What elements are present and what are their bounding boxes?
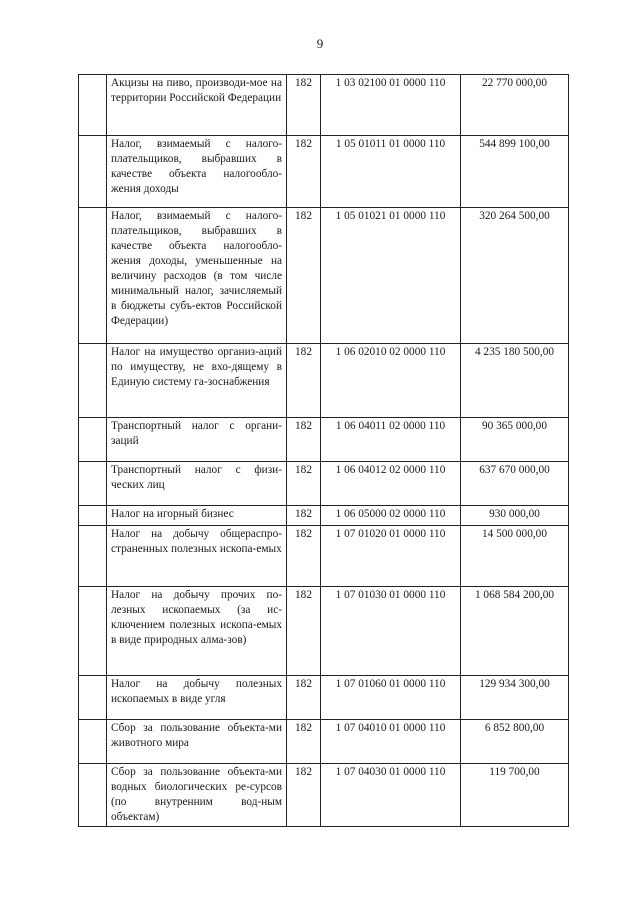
table-row <box>79 75 569 136</box>
row-number-cell <box>79 526 107 587</box>
revenue-name-cell: Налог, взимаемый с налого-плательщиков, выбравших в качестве объекта налогообло-жения доходы <box>107 136 287 208</box>
amount-cell: 4 235 180 500,00 <box>461 344 569 418</box>
amount-cell: 119 700,00 <box>461 764 569 827</box>
amount-cell: 14 500 000,00 <box>461 526 569 587</box>
administrator-code-cell: 182 <box>287 526 321 587</box>
amount-cell: 1 068 584 200,00 <box>461 587 569 676</box>
amount-cell: 90 365 000,00 <box>461 418 569 462</box>
revenue-name-cell: Налог на игорный бизнес <box>107 506 287 526</box>
administrator-code-cell: 182 <box>287 344 321 418</box>
table-row <box>79 720 569 764</box>
row-number-cell <box>79 764 107 827</box>
table-row <box>79 764 569 827</box>
amount-cell: 544 899 100,00 <box>461 136 569 208</box>
row-number-cell <box>79 208 107 344</box>
administrator-code-cell: 182 <box>287 764 321 827</box>
table-row <box>79 676 569 720</box>
revenue-name-cell: Сбор за пользование объекта-ми водных биологических ре-сурсов (по внутренним вод-ным объектам) <box>107 764 287 827</box>
table-row <box>79 136 569 208</box>
table-row <box>79 208 569 344</box>
row-number-cell <box>79 720 107 764</box>
table-row <box>79 462 569 506</box>
budget-classification-code-cell: 1 03 02100 01 0000 110 <box>321 75 461 136</box>
revenue-name-cell: Налог на добычу прочих по-лезных ископаемых (за ис-ключением полезных ископа-емых в виде природных алма-зов) <box>107 587 287 676</box>
table-row <box>79 587 569 676</box>
budget-classification-code-cell: 1 07 01030 01 0000 110 <box>321 587 461 676</box>
budget-classification-code-cell: 1 07 01060 01 0000 110 <box>321 676 461 720</box>
row-number-cell <box>79 418 107 462</box>
administrator-code-cell: 182 <box>287 208 321 344</box>
revenue-name-cell: Налог на добычу полезных ископаемых в виде угля <box>107 676 287 720</box>
amount-cell: 637 670 000,00 <box>461 462 569 506</box>
administrator-code-cell: 182 <box>287 587 321 676</box>
row-number-cell <box>79 676 107 720</box>
administrator-code-cell: 182 <box>287 136 321 208</box>
administrator-code-cell: 182 <box>287 676 321 720</box>
budget-classification-code-cell: 1 07 04010 01 0000 110 <box>321 720 461 764</box>
budget-classification-code-cell: 1 07 04030 01 0000 110 <box>321 764 461 827</box>
revenue-table <box>78 74 569 827</box>
table-row <box>79 418 569 462</box>
amount-cell: 129 934 300,00 <box>461 676 569 720</box>
revenue-name-cell: Транспортный налог с физи-ческих лиц <box>107 462 287 506</box>
table-row <box>79 344 569 418</box>
amount-cell: 22 770 000,00 <box>461 75 569 136</box>
revenue-name-cell: Сбор за пользование объекта-ми животного мира <box>107 720 287 764</box>
revenue-name-cell: Транспортный налог с органи-заций <box>107 418 287 462</box>
amount-cell: 930 000,00 <box>461 506 569 526</box>
table-row <box>79 506 569 526</box>
revenue-name-cell: Налог на имущество организ-аций по имуществу, не вхо-дящему в Единую систему га-зоснабжения <box>107 344 287 418</box>
row-number-cell <box>79 462 107 506</box>
administrator-code-cell: 182 <box>287 462 321 506</box>
budget-classification-code-cell: 1 05 01021 01 0000 110 <box>321 208 461 344</box>
administrator-code-cell: 182 <box>287 75 321 136</box>
amount-cell: 320 264 500,00 <box>461 208 569 344</box>
table-row <box>79 526 569 587</box>
revenue-name-cell: Акцизы на пиво, производи-мое на территории Российской Федерации <box>107 75 287 136</box>
budget-classification-code-cell: 1 07 01020 01 0000 110 <box>321 526 461 587</box>
administrator-code-cell: 182 <box>287 720 321 764</box>
row-number-cell <box>79 344 107 418</box>
row-number-cell <box>79 506 107 526</box>
row-number-cell <box>79 136 107 208</box>
amount-cell: 6 852 800,00 <box>461 720 569 764</box>
administrator-code-cell: 182 <box>287 418 321 462</box>
revenue-name-cell: Налог на добычу общераспро-страненных полезных ископа-емых <box>107 526 287 587</box>
row-number-cell <box>79 75 107 136</box>
administrator-code-cell: 182 <box>287 506 321 526</box>
budget-classification-code-cell: 1 05 01011 01 0000 110 <box>321 136 461 208</box>
row-number-cell <box>79 587 107 676</box>
revenue-name-cell: Налог, взимаемый с налого-плательщиков, выбравших в качестве объекта налогообло-жения доходы, уменьшенные на величину расходов (в том числе минимальный налог, зачисляемый в бюджеты субъ-ектов Российской Федерации) <box>107 208 287 344</box>
budget-classification-code-cell: 1 06 02010 02 0000 110 <box>321 344 461 418</box>
page-number: 9 <box>316 36 324 51</box>
budget-classification-code-cell: 1 06 04012 02 0000 110 <box>321 462 461 506</box>
budget-classification-code-cell: 1 06 05000 02 0000 110 <box>321 506 461 526</box>
budget-classification-code-cell: 1 06 04011 02 0000 110 <box>321 418 461 462</box>
